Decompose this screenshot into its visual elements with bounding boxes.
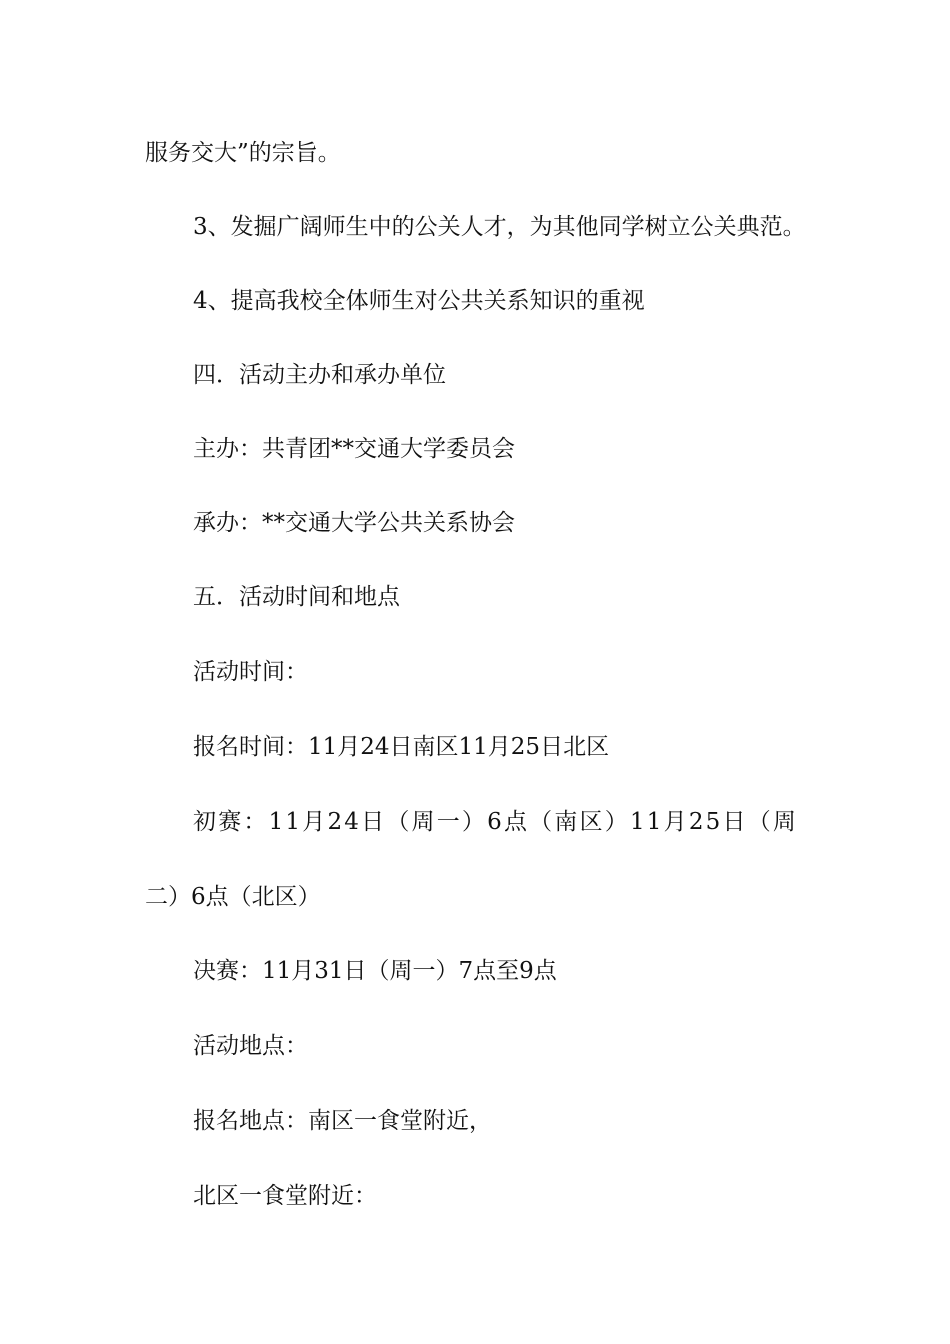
- text-line: 北区一食堂附近：: [193, 1183, 377, 1209]
- text-line: 服务交大”的宗旨。: [145, 140, 341, 166]
- text-line: 报名地点：南区一食堂附近，: [193, 1108, 492, 1134]
- text-line: 4、提高我校全体师生对公共关系知识的重视: [193, 288, 645, 314]
- section-heading: 四．活动主办和承办单位: [193, 362, 446, 388]
- text-line: 3、发掘广阔师生中的公关人才，为其他同学树立公关典范。: [193, 214, 806, 240]
- text-line: 报名时间：11月24日南区11月25日北区: [193, 734, 610, 760]
- text-line: 初赛：11月24日（周一）6点（南区）11月25日（周: [193, 809, 799, 835]
- section-heading: 五．活动时间和地点: [193, 584, 400, 610]
- text-line: 活动地点：: [193, 1033, 308, 1059]
- text-line: 承办：**交通大学公共关系协会: [193, 510, 515, 536]
- text-line: 决赛：11月31日（周一）7点至9点: [193, 958, 557, 984]
- text-line: 活动时间：: [193, 659, 308, 685]
- text-line: 主办：共青团**交通大学委员会: [193, 436, 515, 462]
- text-line: 二）6点（北区）: [145, 884, 321, 910]
